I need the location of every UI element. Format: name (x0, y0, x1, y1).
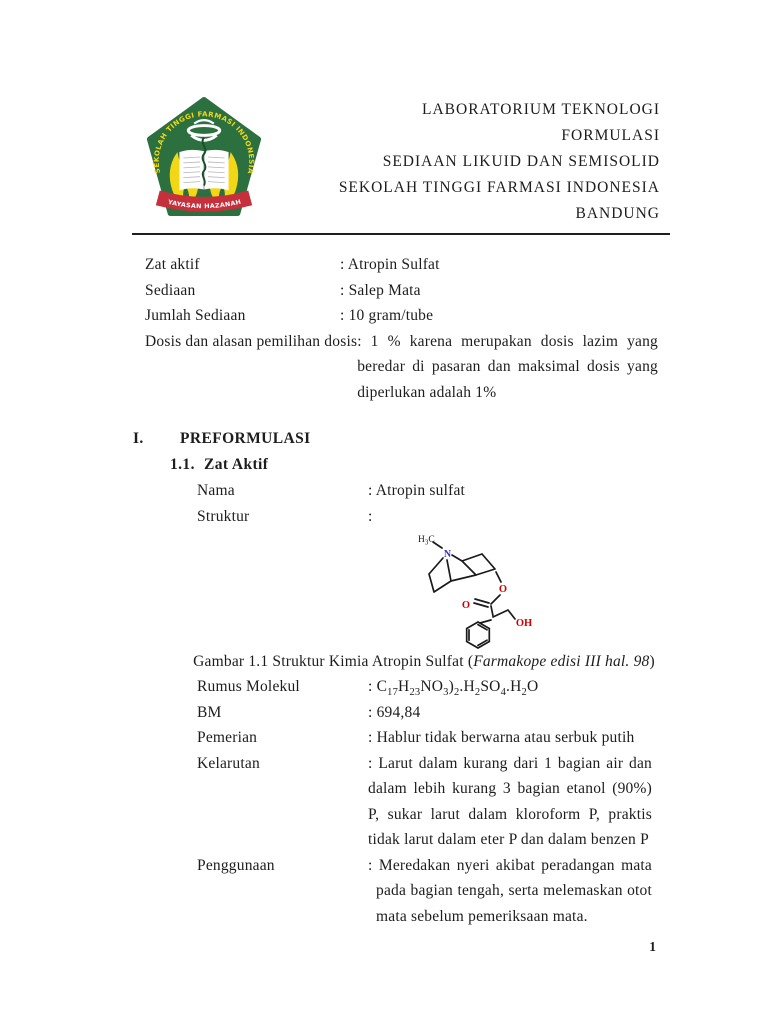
row-label: Struktur (197, 507, 250, 525)
section-number: I. (133, 430, 144, 447)
row-value: : Hablur tidak berwarna atau serbuk putih (368, 729, 635, 746)
section-title: PREFORMULASI (180, 430, 311, 447)
atropine-structure-figure (402, 526, 550, 650)
nitrogen-label: N (443, 549, 452, 560)
letterhead-line: SEDIAAN LIKUID DAN SEMISOLID (382, 153, 660, 170)
institution-logo (145, 96, 263, 220)
table-row (197, 751, 652, 853)
figure-caption (132, 649, 670, 675)
row-label: BM (197, 703, 222, 721)
row-label: Rumus Molekul (197, 678, 300, 695)
row-label: Nama (197, 482, 235, 499)
row-value: : Salep Mata (340, 281, 421, 299)
table-row (145, 252, 658, 278)
letterhead-line: FORMULASI (561, 127, 660, 144)
carbonyl-oxygen-label: O (461, 600, 471, 611)
row-value: : Atropin sulfat (368, 482, 466, 499)
row-value: : Larut dalam kurang dari 1 bagian air dan dalam lebih kurang 3 bagian etanol (90%) P, sukar larut dalam kloroform P, praktis tidak larut dalam eter P dan dalam benzen P (368, 754, 652, 848)
subsection-title: Zat Aktif (204, 456, 269, 473)
zat-aktif-table-bottom (197, 674, 652, 929)
table-row (145, 303, 658, 329)
logo-arc-text: SEKOLAH TINGGI FARMASI INDONESIA (152, 110, 256, 175)
header-divider (132, 233, 670, 235)
caption-text: Gambar 1.1 Struktur Kimia Atropin Sulfat ( (193, 653, 474, 670)
row-label: Kelarutan (197, 754, 260, 772)
subsection-heading (170, 452, 268, 478)
ester-oxygen-label: O (498, 584, 508, 595)
table-row (197, 478, 652, 504)
table-row (197, 725, 652, 751)
row-value: : (368, 507, 373, 525)
row-label: Jumlah Sediaan (145, 307, 246, 324)
row-label: Sediaan (145, 281, 196, 299)
page-number: 1 (649, 939, 656, 954)
molecular-formula: : $C_{17}H_{23}NO_3)_2.H_2SO_4.H_2O$ (368, 678, 539, 699)
table-row (145, 329, 658, 406)
row-value: : Atropin Sulfat (340, 256, 440, 273)
letterhead-line: LABORATORIUM TEKNOLOGI (422, 101, 660, 118)
structure-bonds (429, 542, 515, 648)
table-row (197, 700, 652, 726)
caption-reference: Farmakope edisi III hal. 98 (473, 653, 650, 670)
row-label: Penggunaan (197, 856, 275, 874)
letterhead (270, 97, 660, 227)
logo-ribbon-text: YAYASAN HAZANAH (167, 198, 242, 211)
row-value: : 10 gram/tube (340, 307, 434, 324)
product-info-table (145, 252, 658, 405)
table-row (197, 674, 652, 700)
hydroxyl-label: OH (515, 618, 533, 629)
zat-aktif-table-top (197, 478, 652, 529)
row-value: : 694,84 (368, 703, 421, 721)
caption-text: ) (649, 653, 655, 670)
table-row (197, 853, 652, 930)
row-label: Dosis dan alasan pemilihan dosis (145, 332, 358, 350)
methyl-label: $H_3C$ (418, 535, 435, 547)
subsection-number: 1.1. (170, 456, 195, 473)
section-heading (133, 426, 311, 452)
letterhead-line: BANDUNG (575, 205, 660, 222)
row-value: : 1 % karena merupakan dosis lazim yang beredar di pasaran dan maksimal dosis yang diperlukan adalah 1% (357, 332, 658, 401)
row-value: : Meredakan nyeri akibat peradangan mata pada bagian tengah, serta melemaskan otot mata sebelum pemeriksaan mata. (368, 856, 652, 925)
row-label: Pemerian (197, 729, 258, 746)
table-row (145, 278, 658, 304)
letterhead-line: SEKOLAH TINGGI FARMASI INDONESIA (338, 179, 660, 196)
row-label: Zat aktif (145, 256, 200, 273)
